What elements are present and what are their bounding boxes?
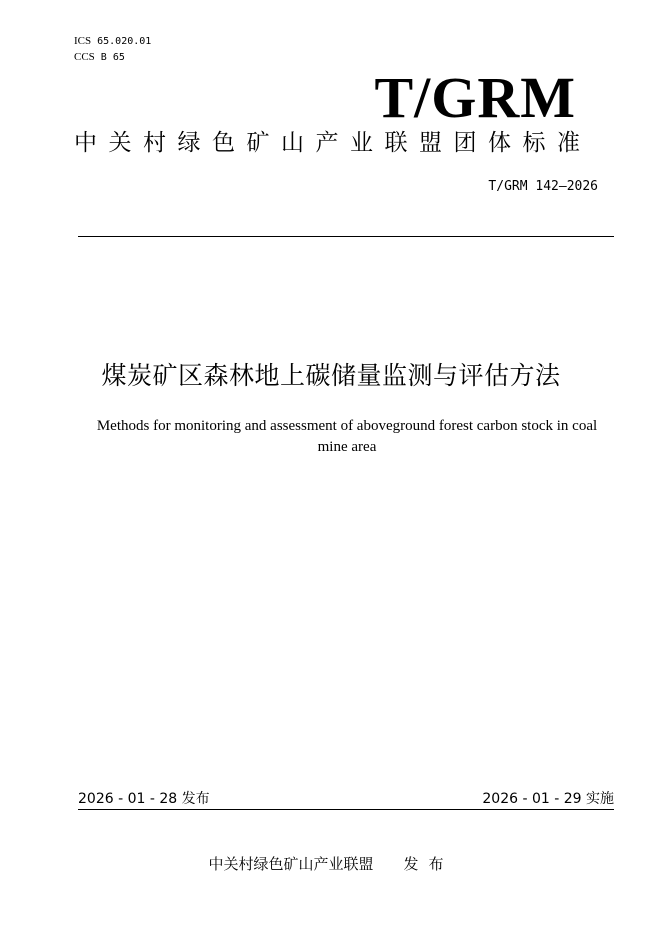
standard-logo: T/GRM: [374, 65, 576, 130]
ccs-classification: [74, 49, 125, 66]
ccs-label: CCS: [74, 51, 95, 63]
implement-date: 2026 - 01 - 29 实施: [482, 791, 614, 807]
publish-date: 2026 - 01 - 28 发布: [78, 791, 210, 807]
bottom-divider: [78, 809, 614, 810]
ccs-code: B 65: [100, 52, 125, 63]
ics-classification: [74, 33, 151, 50]
title-english: Methods for monitoring and assessment of aboveground forest carbon stock in coal mine area: [96, 418, 598, 455]
org-standard-title: 中关村绿色矿山产业联盟团体标准: [74, 130, 592, 156]
standard-number: T/GRM 142—2026: [488, 179, 598, 194]
ics-code: 65.020.01: [97, 36, 152, 47]
ics-label: ICS: [74, 35, 92, 47]
issuer-action: 发布: [403, 855, 454, 873]
issuer: [0, 853, 662, 875]
title-chinese: 煤炭矿区森林地上碳储量监测与评估方法: [101, 361, 561, 390]
top-divider: [78, 236, 614, 237]
issuer-name: 中关村绿色矿山产业联盟: [208, 855, 374, 873]
